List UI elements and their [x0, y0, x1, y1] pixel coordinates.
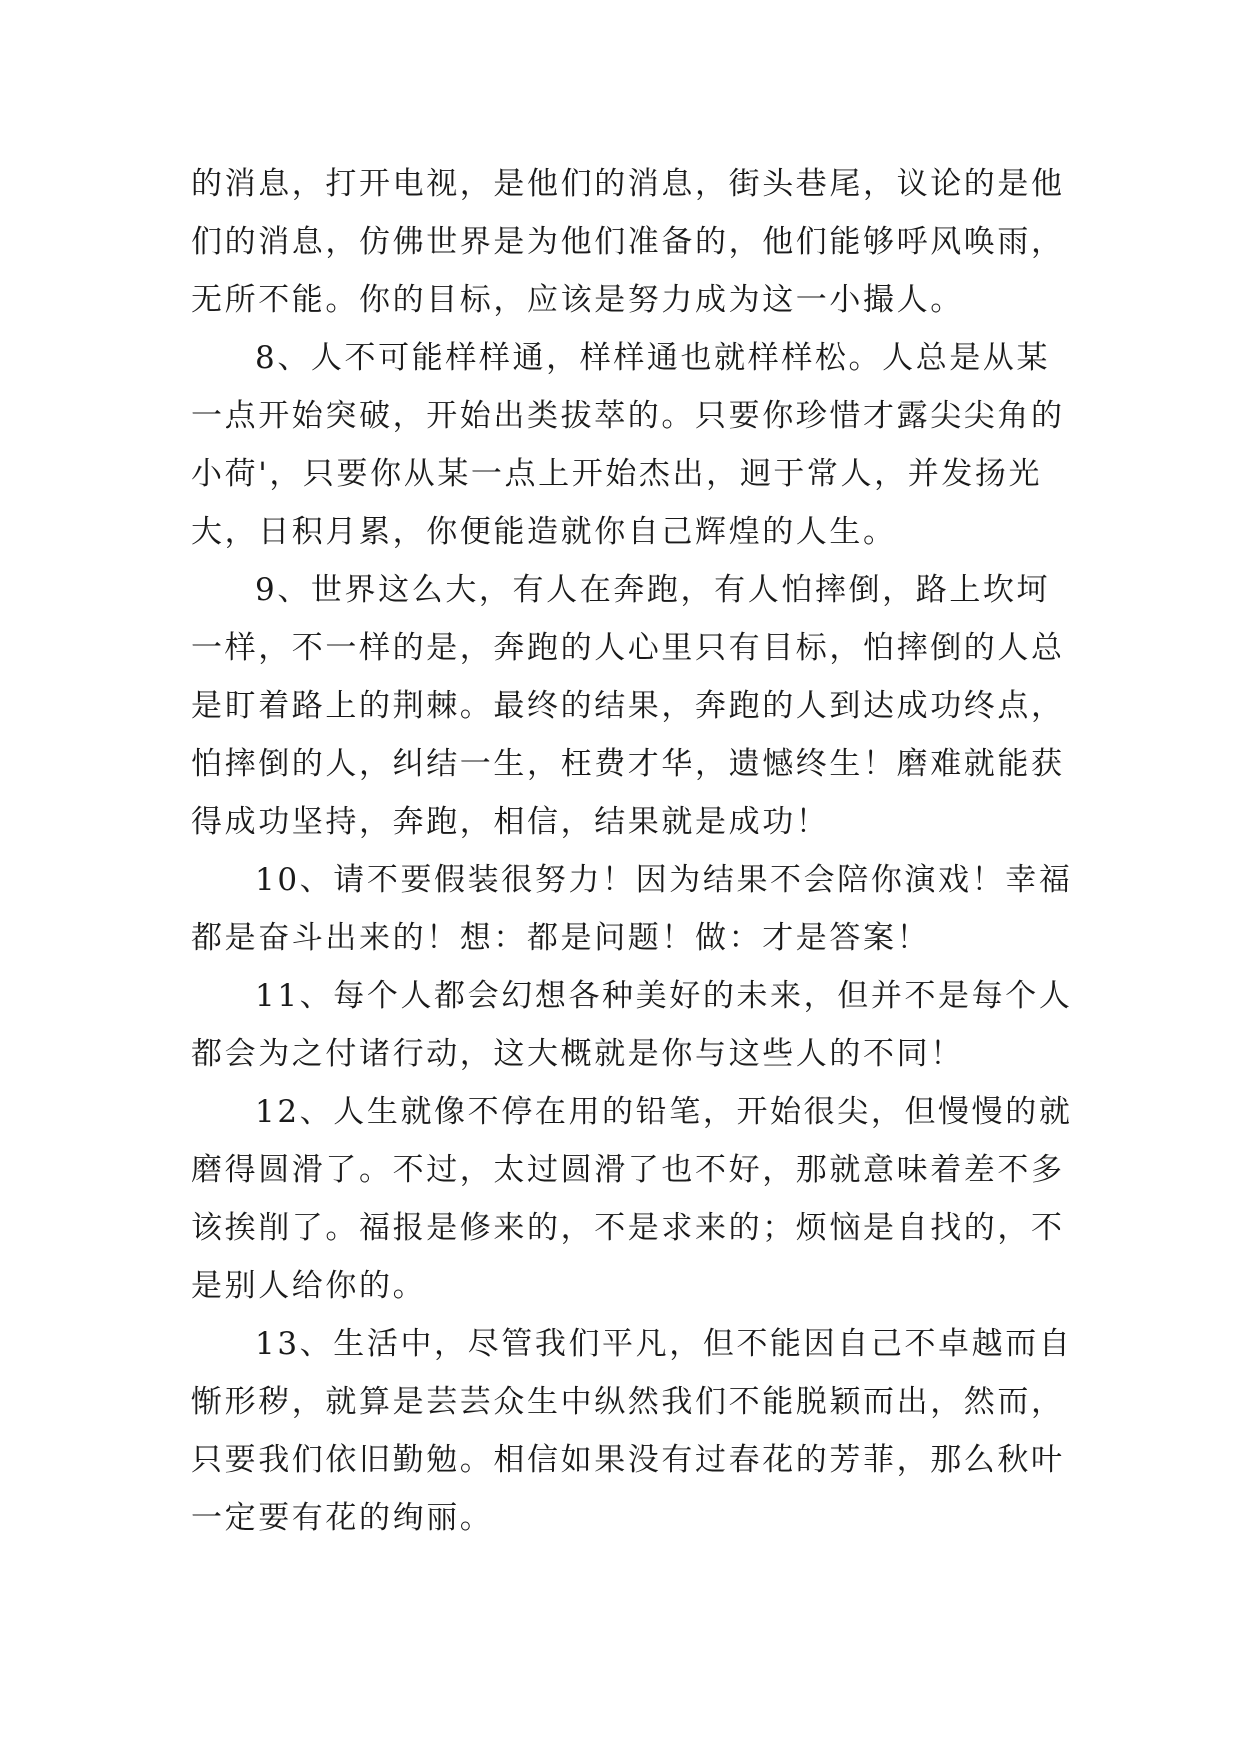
document-body [191, 155, 1073, 1547]
text-line: 11、每个人都会幻想各种美好的未来，但并不是每个人 [255, 978, 1073, 1014]
text-line: 一样，不一样的是，奔跑的人心里只有目标，怕摔倒的人总 [191, 630, 1065, 666]
text-line: 惭形秽，就算是芸芸众生中纵然我们不能脱颖而出，然而， [191, 1384, 1065, 1420]
paragraph-10 [191, 851, 1073, 967]
text-line: 们的消息，仿佛世界是为他们准备的，他们能够呼风唤雨， [191, 224, 1065, 260]
text-line: 的消息，打开电视，是他们的消息，街头巷尾，议论的是他 [191, 166, 1065, 202]
paragraph-9 [191, 561, 1065, 851]
text-line: 是别人给你的。 [191, 1268, 427, 1304]
text-line: 是盯着路上的荆棘。最终的结果，奔跑的人到达成功终点， [191, 688, 1065, 724]
paragraph-12 [191, 1083, 1073, 1315]
text-line: 10、请不要假装很努力！因为结果不会陪你演戏！幸福 [255, 862, 1073, 898]
text-line: 大，日积月累，你便能造就你自己辉煌的人生。 [191, 514, 897, 550]
paragraph-13 [191, 1315, 1073, 1547]
paragraph-7-continued [191, 155, 1065, 329]
paragraph-8 [191, 329, 1065, 561]
text-line: 小荷'，只要你从某一点上开始杰出，迥于常人，并发扬光 [191, 456, 1043, 492]
text-line: 都是奋斗出来的！想：都是问题！做：才是答案！ [191, 920, 931, 956]
text-line: 都会为之付诸行动，这大概就是你与这些人的不同！ [191, 1036, 964, 1072]
text-line: 13、生活中，尽管我们平凡，但不能因自己不卓越而自 [255, 1326, 1073, 1362]
text-line: 怕摔倒的人，纠结一生，枉费才华，遗憾终生！磨难就能获 [191, 746, 1065, 782]
text-line: 12、人生就像不停在用的铅笔，开始很尖，但慢慢的就 [255, 1094, 1073, 1130]
text-line: 无所不能。你的目标，应该是努力成为这一小撮人。 [191, 282, 964, 318]
text-line: 一定要有花的绚丽。 [191, 1500, 494, 1536]
text-line: 8、人不可能样样通，样样通也就样样松。人总是从某 [255, 340, 1051, 376]
text-line: 该挨削了。福报是修来的，不是求来的；烦恼是自找的，不 [191, 1210, 1065, 1246]
text-line: 只要我们依旧勤勉。相信如果没有过春花的芳菲，那么秋叶 [191, 1442, 1065, 1478]
text-line: 得成功坚持，奔跑，相信，结果就是成功！ [191, 804, 830, 840]
text-line: 磨得圆滑了。不过，太过圆滑了也不好，那就意味着差不多 [191, 1152, 1065, 1188]
paragraph-11 [191, 967, 1073, 1083]
text-line: 一点开始突破，开始出类拔萃的。只要你珍惜才露尖尖角的 [191, 398, 1065, 434]
text-line: 9、世界这么大，有人在奔跑，有人怕摔倒，路上坎坷 [255, 572, 1051, 608]
